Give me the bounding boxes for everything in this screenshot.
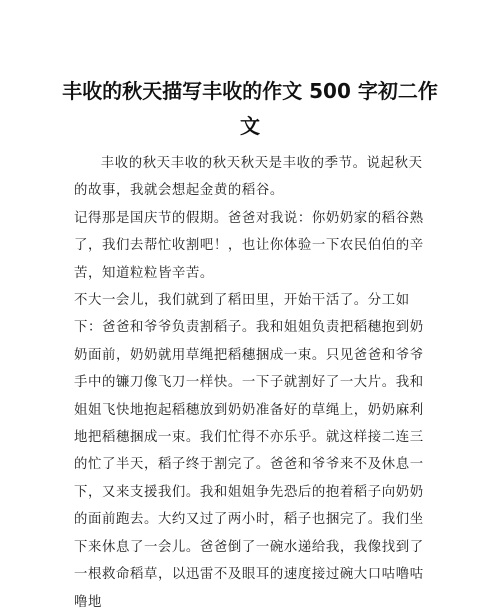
document-title: 丰收的秋天描写丰收的作文 500 字初二作文 bbox=[62, 79, 438, 138]
document-body bbox=[74, 150, 434, 616]
paragraph-3: 不大一会儿，我们就到了稻田里，开始干活了。分工如下：爸爸和爷爷负责割稻子。我和姐姐负责把稻穗抱到奶奶面前，奶奶就用草绳把稻穗捆成一束。只见爸爸和爷爷手中的镰刀像飞刀一样快。一下子就割好了一大片。我和姐姐飞快地抱起稻穗放到奶奶准备好的草绳上，奶奶麻利地把稻穗捆成一束。我们忙得不亦乐乎。就这样接二连三的忙了半天，稻子终于割完了。爸爸和爷爷来不及休息一下，又来支援我们。我和姐姐争先恐后的抱着稻子向奶奶的面前跑去。大约又过了两小时，稻子也捆完了。我们坐下来休息了一会儿。爸爸倒了一碗水递给我，我像找到了一根救命稻草，以迅雷不及眼耳的速度接过碗大口咕噜咕噜地 bbox=[74, 293, 424, 610]
paragraph-1: 丰收的秋天丰收的秋天秋天是丰收的季节。说起秋天的故事，我就会想起金黄的稻谷。 bbox=[74, 156, 423, 199]
paragraph-2: 记得那是国庆节的假期。爸爸对我说：你奶奶家的稻谷熟了，我们去帮忙收割吧！，也让你体验一下农民伯伯的辛苦，知道粒粒皆辛苦。 bbox=[74, 210, 424, 281]
